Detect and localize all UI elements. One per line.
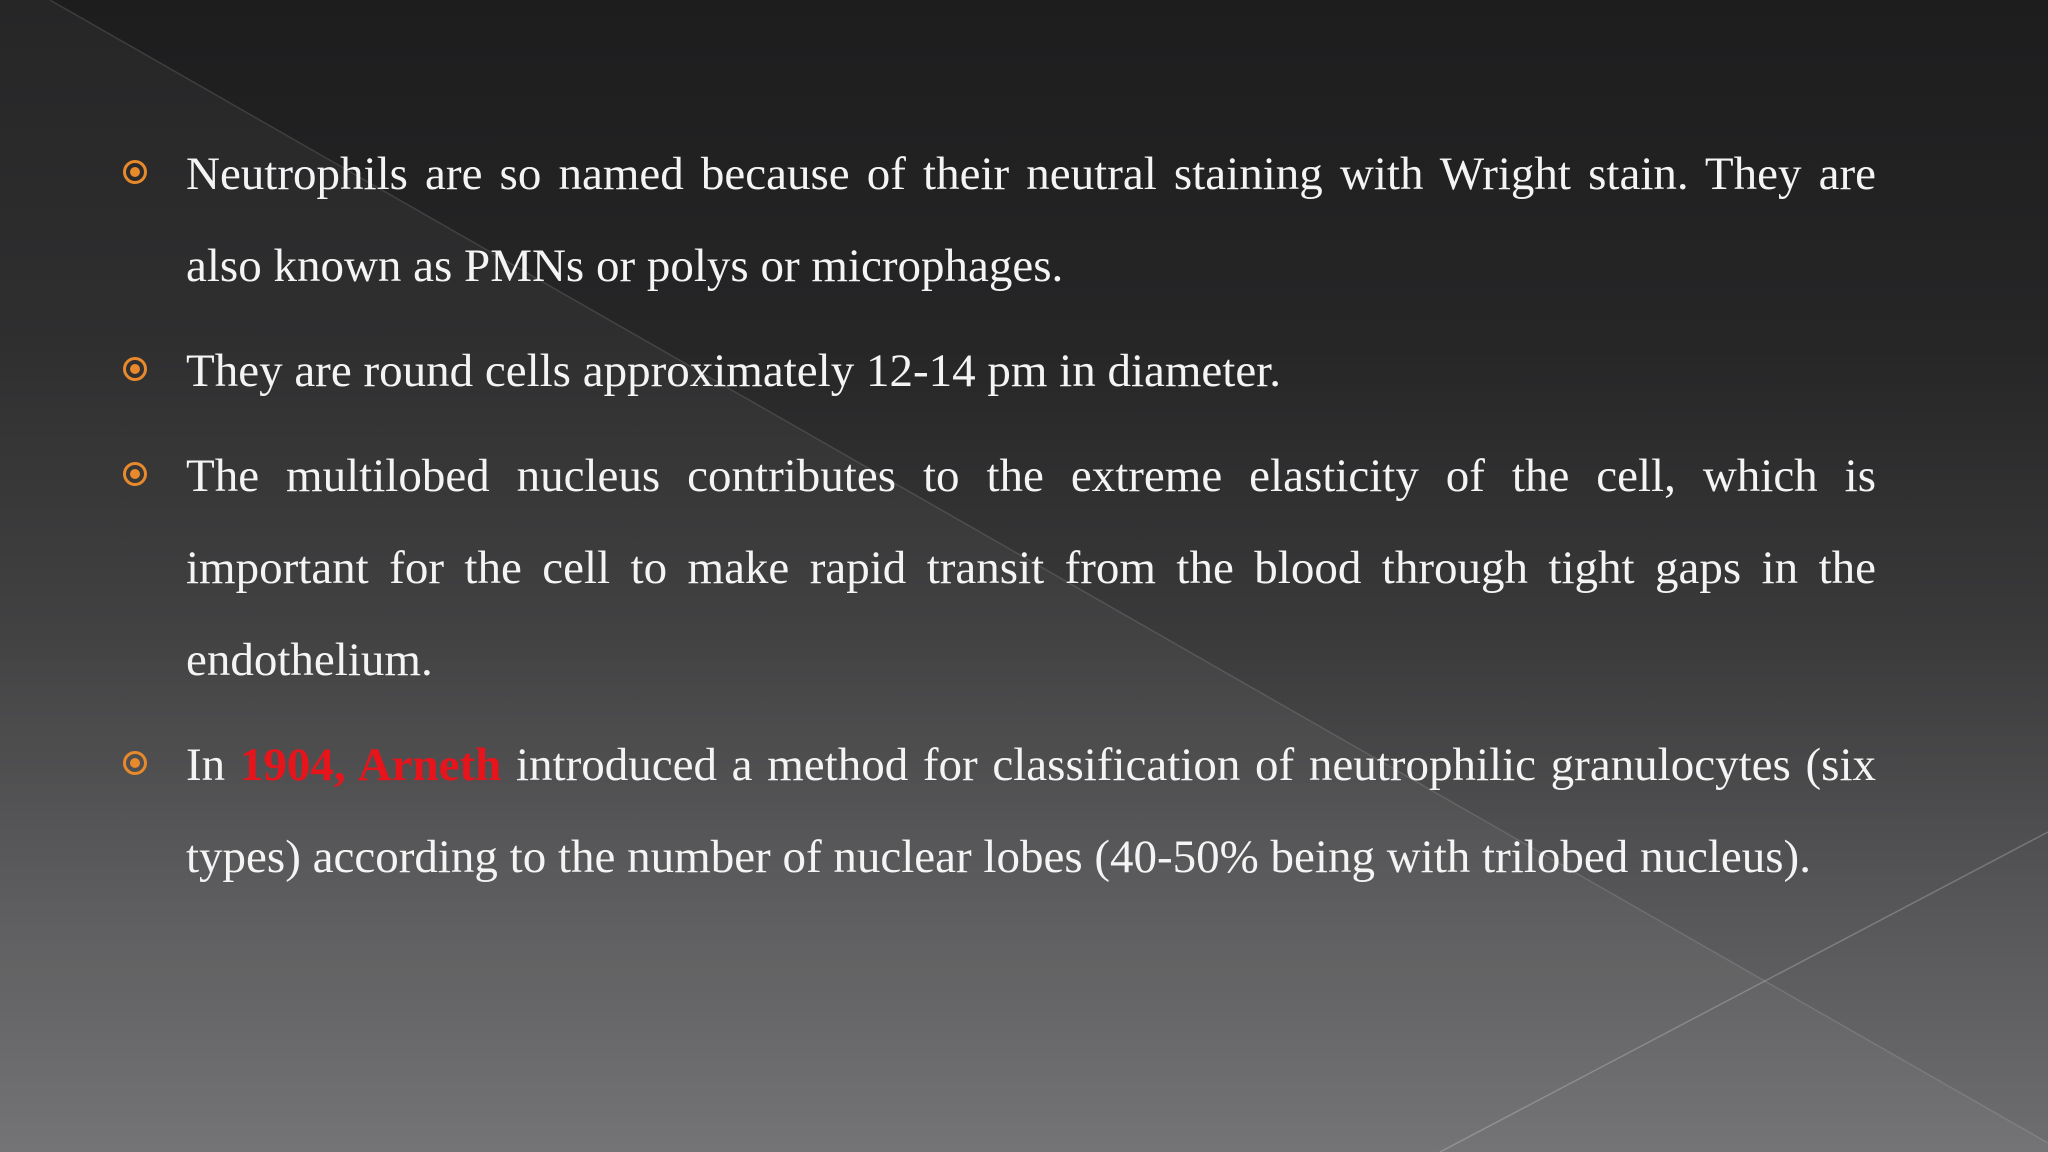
circled-dot-icon: [123, 357, 147, 381]
bullet-item: [120, 128, 1876, 312]
bullet-item: [120, 719, 1876, 903]
bullet-item: [120, 325, 1876, 417]
bullet-item: [120, 430, 1876, 706]
bullet-list: [120, 128, 1876, 916]
bullet-text: They are round cells approximately 12-14 pm in diameter.: [186, 345, 1282, 397]
bullet-text: The multilobed nucleus contributes to the extreme elasticity of the cell, which is important for the cell to make rapid transit from the blood through tight gaps in the endothelium.: [186, 450, 1876, 686]
circled-dot-icon: [123, 751, 147, 775]
bullet-text: Neutrophils are so named because of their neutral staining with Wright stain. They are also known as PMNs or polys or microphages.: [186, 148, 1876, 292]
highlight-text: 1904, Arneth: [239, 739, 502, 791]
circled-dot-icon: [123, 462, 147, 486]
bullet-text: [186, 719, 1876, 903]
bullet-text-rest: introduced a method for classification of neutrophilic granulocytes (six types) according to the number of nuclear lobes (40-50% being with trilobed nucleus).: [186, 739, 1877, 883]
circled-dot-icon: [123, 160, 147, 184]
bullet-text-lead: In: [186, 739, 240, 791]
